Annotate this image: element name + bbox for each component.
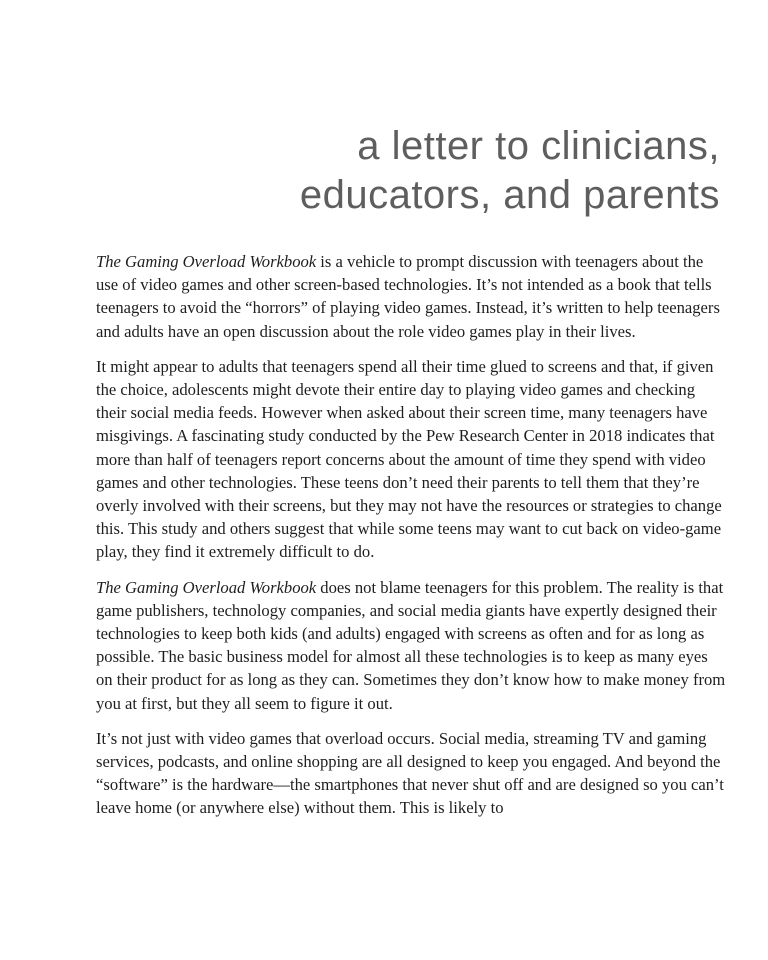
chapter-title-line-1: a letter to clinicians, <box>357 124 720 168</box>
paragraph-1-text: is a vehicle to prompt discussion with teenagers about the use of video games and other screen-based technologies. It’s not intended as a book that tells teenagers to avoid the “horrors” of playing video games. Instead, it’s written to help teenagers and adults have an open discussion about the role video games play in their lives. <box>96 252 720 341</box>
paragraph-3-text: does not blame teenagers for this problem. The reality is that game publishers, technology companies, and social media giants have expertly designed their technologies to keep both kids (and adults) engaged with screens as often and for as long as possible. The basic business model for almost all these technologies is to keep as many eyes on their product for as long as they can. Sometimes they don’t know how to make money from you at first, but they all seem to figure it out. <box>96 577 726 713</box>
body-text <box>96 250 726 832</box>
book-title: The Gaming Overload Workbook <box>96 577 317 597</box>
paragraph-3 <box>96 576 726 715</box>
book-title: The Gaming Overload Workbook <box>96 252 317 271</box>
paragraph-1 <box>96 250 726 343</box>
paragraph-2: It might appear to adults that teenagers spend all their time glued to screens and that, if given the choice, adolescents might devote their entire day to playing video games and checking their social media feeds. However when asked about their screen time, many teenagers have misgivings. A fascinating study conducted by the Pew Research Center in 2018 indicates that more than half of teenagers report concerns about the amount of time they spend with video games and other technologies. These teens don’t need their parents to tell them that they’re overly involved with their screens, but they may not have the resources or strategies to change this. This study and others suggest that while some teens may want to cut back on video-game play, they find it extremely difficult to do. <box>96 356 722 562</box>
paragraph-4: It’s not just with video games that overload occurs. Social media, streaming TV and gaming services, podcasts, and online shopping are all designed to keep you engaged. And beyond the “software” is the hardware—the smartphones that never shut off and are designed so you can’t leave home (or anywhere else) without them. This is likely to <box>96 728 724 818</box>
chapter-title <box>120 122 720 220</box>
chapter-title-line-2: educators, and parents <box>299 173 720 217</box>
